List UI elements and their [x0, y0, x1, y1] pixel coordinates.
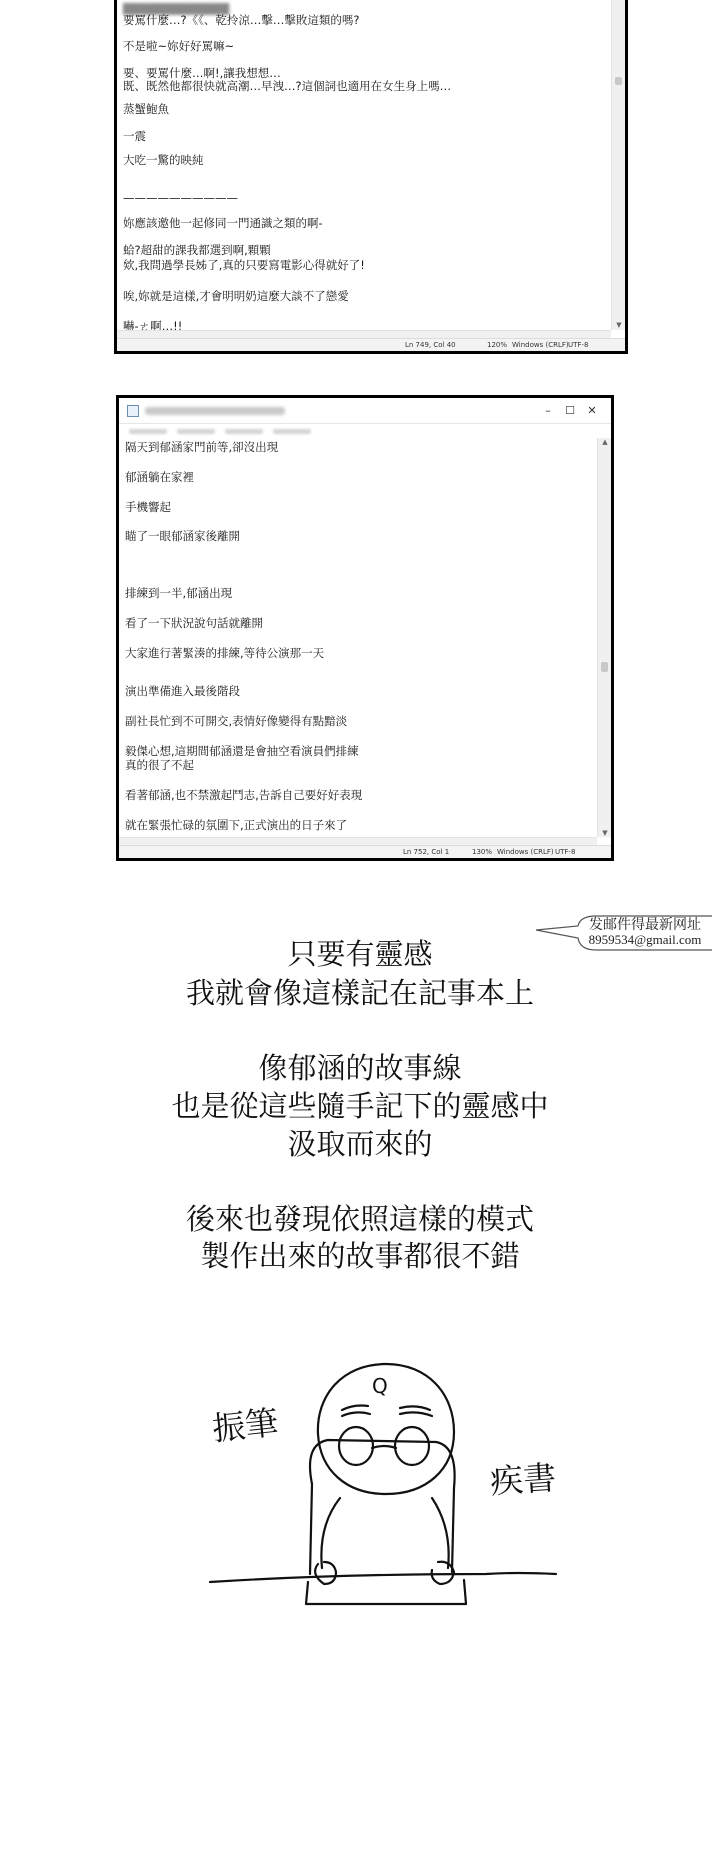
- minimize-button[interactable]: –: [545, 404, 551, 417]
- notepad-window-bottom: [116, 395, 614, 861]
- narration-line: 也是從這些隨手記下的靈感中: [171, 1089, 549, 1123]
- horizontal-scrollbar[interactable]: [119, 837, 597, 845]
- zoom-level: 130%: [472, 848, 493, 856]
- cursor-position: Ln 752, Col 1: [403, 848, 450, 856]
- right-hand: [432, 1562, 454, 1584]
- narration-line: 製作出來的故事都很不錯: [200, 1239, 520, 1273]
- text-line: 不是啦~妳好好罵嘛~: [123, 39, 235, 53]
- scroll-down-arrow-icon[interactable]: ▼: [616, 321, 622, 329]
- text-line: 既、既然他都很快就高潮…早洩…?這個詞也適用在女生身上嗎…: [123, 79, 452, 93]
- close-button[interactable]: ✕: [587, 404, 597, 417]
- zoom-level: 120%: [487, 341, 508, 349]
- cursor-position: Ln 749, Col 40: [405, 341, 456, 349]
- text-line: 要罵什麼…?《《、乾拎涼…擊…擊敗這類的嗎?: [123, 13, 360, 27]
- left-hand: [315, 1562, 336, 1584]
- blurred-window-title: [145, 407, 285, 415]
- narration-line: 汲取而來的: [287, 1127, 433, 1161]
- scroll-thumb[interactable]: [615, 77, 622, 85]
- status-bar: [117, 338, 625, 351]
- status-bar: [119, 845, 611, 858]
- text-line: 嚇-ㄜ啊…!!: [123, 319, 183, 330]
- blurred-menu-item[interactable]: [129, 429, 167, 434]
- title-bar[interactable]: [119, 398, 611, 424]
- blurred-menu-item[interactable]: [225, 429, 263, 434]
- text-line: 排練到一半,郁涵出現: [125, 586, 233, 600]
- vertical-scrollbar[interactable]: [597, 438, 611, 837]
- encoding: UTF-8: [568, 341, 589, 349]
- watermark-line2: 8959534@gmail.com: [588, 932, 702, 947]
- watermark-line1: 发邮件得最新网址: [589, 918, 701, 933]
- caption-left: 振筆: [210, 1402, 281, 1449]
- narration-line: 後來也發現依照這樣的模式: [185, 1202, 534, 1236]
- text-line: 就在緊張忙碌的氛圍下,正式演出的日子來了: [125, 818, 348, 832]
- left-eye: [339, 1427, 373, 1465]
- horizontal-scrollbar[interactable]: [117, 330, 611, 338]
- text-line: 真的很了不起: [125, 758, 194, 772]
- line-ending: Windows (CRLF): [512, 341, 569, 349]
- notepad-text-area[interactable]: [119, 438, 597, 837]
- right-eye: [395, 1427, 429, 1465]
- text-line: 一震: [123, 129, 146, 143]
- notepad-text-area[interactable]: [117, 0, 611, 330]
- text-line: 唉,妳就是這樣,才會明明奶這麼大談不了戀愛: [123, 289, 349, 303]
- text-line: 要、要罵什麼…啊!,讓我想想…: [123, 66, 281, 80]
- text-line: 郁涵躺在家裡: [125, 470, 194, 484]
- caption-right: 疾書: [488, 1457, 558, 1502]
- text-line: 大吃一驚的映純: [123, 153, 204, 167]
- narration-line: 像郁涵的故事線: [258, 1051, 462, 1085]
- text-line: 妳應該邀他一起修同一門通識之類的啊-: [123, 216, 323, 230]
- text-line: 瞄了一眼郁涵家後離開: [125, 529, 240, 543]
- maximize-button[interactable]: ☐: [565, 404, 575, 417]
- text-line: 看了一下狀況說句話就離開: [125, 616, 263, 630]
- narration-line: 我就會像這樣記在記事本上: [185, 976, 534, 1010]
- text-line: 看著郁涵,也不禁激起鬥志,告訴自己要好好表現: [125, 788, 363, 802]
- text-line: 欸,我問過學長姊了,真的只要寫電影心得就好了!: [123, 258, 365, 272]
- text-line: 毅傑心想,這期間郁涵還是會抽空看演員們排練: [125, 744, 359, 758]
- head-mark: Q: [372, 1374, 388, 1398]
- scroll-up-arrow-icon[interactable]: ▲: [602, 438, 608, 446]
- text-line: 隔天到郁涵家門前等,卻沒出現: [125, 440, 279, 454]
- vertical-scrollbar[interactable]: [611, 0, 625, 330]
- text-line: 手機響起: [125, 500, 171, 514]
- scroll-thumb[interactable]: [601, 662, 608, 672]
- cropped-text-line: ▇▇▇▇▇▇▇▇▇▇▇▇: [123, 1, 230, 15]
- notepad-app-icon: [127, 405, 139, 417]
- scroll-down-arrow-icon[interactable]: ▼: [602, 829, 608, 837]
- body-right: [432, 1498, 449, 1568]
- line-ending: Windows (CRLF): [497, 848, 554, 856]
- menu-bar: [119, 424, 611, 438]
- text-line: 副社長忙到不可開交,表情好像變得有點黯淡: [125, 714, 348, 728]
- text-line: 蛤?超甜的課我都選到啊,顆顆: [123, 243, 271, 257]
- text-line: 蒸蟹鮑魚: [123, 102, 169, 116]
- notepad-window-top: [114, 0, 628, 354]
- narration-line: 只要有靈感: [287, 937, 433, 971]
- chair-outline: [310, 1440, 455, 1572]
- blurred-menu-item[interactable]: [273, 429, 311, 434]
- text-line: ——————————: [123, 191, 238, 205]
- text-line: 演出準備進入最後階段: [125, 684, 240, 698]
- encoding: UTF-8: [555, 848, 576, 856]
- blurred-menu-item[interactable]: [177, 429, 215, 434]
- character-illustration: [196, 1348, 576, 1618]
- text-line: 大家進行著緊湊的排練,等待公演那一天: [125, 646, 325, 660]
- table-edge: [210, 1573, 556, 1582]
- body-left: [321, 1498, 340, 1568]
